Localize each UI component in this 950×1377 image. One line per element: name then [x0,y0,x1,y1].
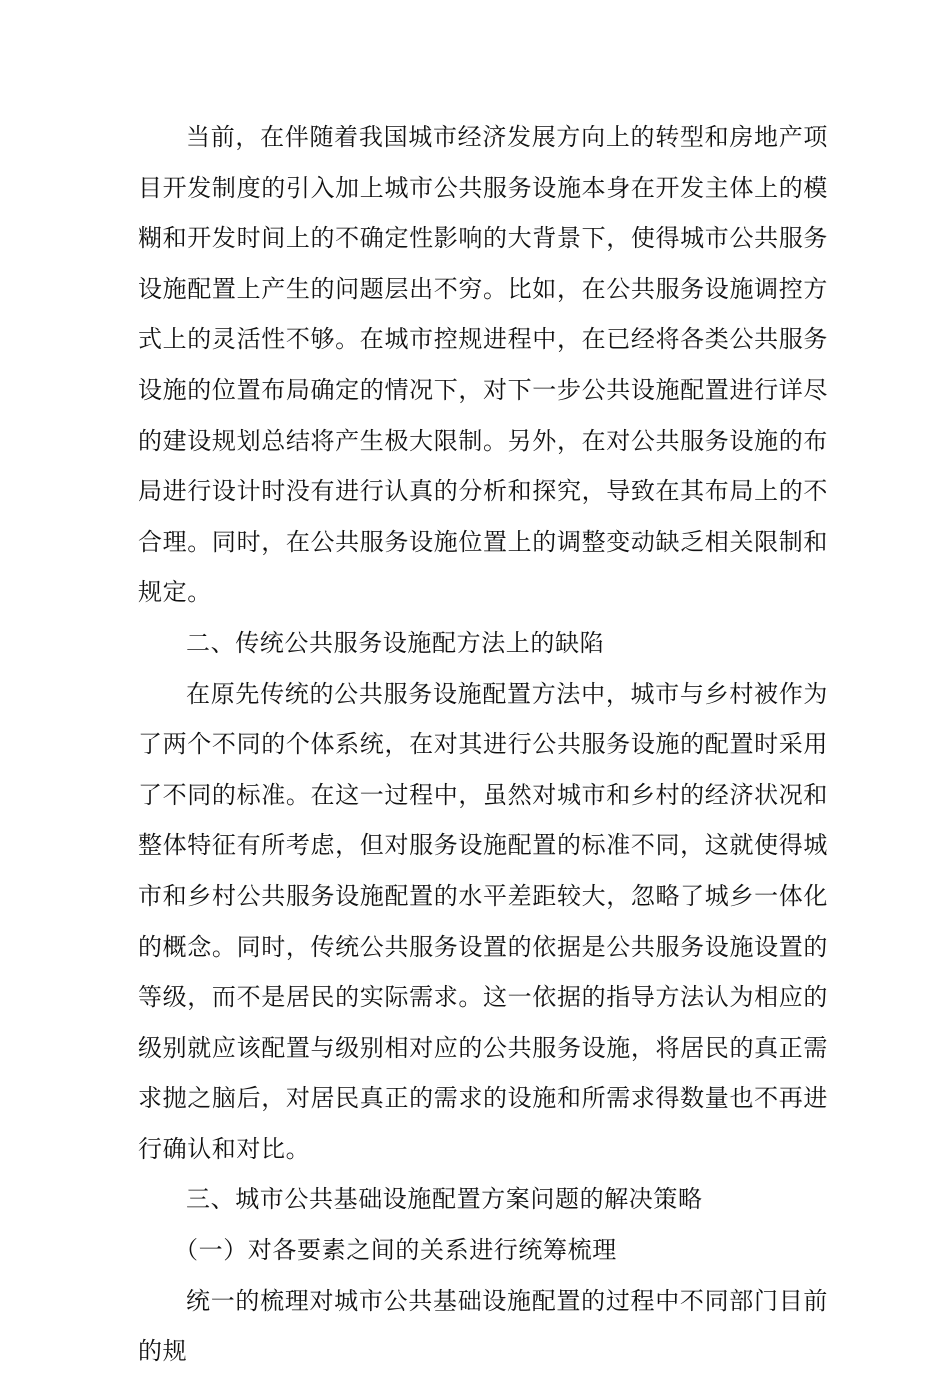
section-heading-traditional-method-defects: 二、传统公共服务设施配方法上的缺陷 [186,628,605,657]
paragraph-current-problems: 当前，在伴随着我国城市经济发展方向上的转型和房地产项目开发制度的引入加上城市公共服务设施本身在开发主体上的模糊和开发时间上的不确定性影响的大背景下，使得城市公共服务设施配置上产生的问题层出不穷。比如，在公共服务设施调控方式上的灵活性不够。在城市控规进程中，在已经将各类公共服务设施的位置布局确定的情况下，对下一步公共设施配置进行详尽的建设规划总结将产生极大限制。另外，在对公共服务设施的布局进行设计时没有进行认真的分析和探究，导致在其布局上的不合理。同时，在公共服务设施位置上的调整变动缺乏相关限制和规定。 [138,123,828,607]
subsection-heading-coordinate-elements: （一）对各要素之间的关系进行统筹梳理 [174,1236,617,1265]
document-body [138,112,828,1377]
paragraph-unified-sorting: 统一的梳理对城市公共基础设施配置的过程中不同部门目前的规 [138,1286,828,1366]
paragraph-traditional-method: 在原先传统的公共服务设施配置方法中，城市与乡村被作为了两个不同的个体系统，在对其进行公共服务设施的配置时采用了不同的标准。在这一过程中，虽然对城市和乡村的经济状况和整体特征有所考虑，但对服务设施配置的标准不同，这就使得城市和乡村公共服务设施配置的水平差距较大，忽略了城乡一体化的概念。同时，传统公共服务设置的依据是公共服务设施设置的等级，而不是居民的实际需求。这一依据的指导方法认为相应的级别就应该配置与级别相对应的公共服务设施，将居民的真正需求抛之脑后，对居民真正的需求的设施和所需求得数量也不再进行确认和对比。 [138,679,828,1163]
section-heading-solution-strategies: 三、城市公共基础设施配置方案问题的解决策略 [186,1185,703,1214]
